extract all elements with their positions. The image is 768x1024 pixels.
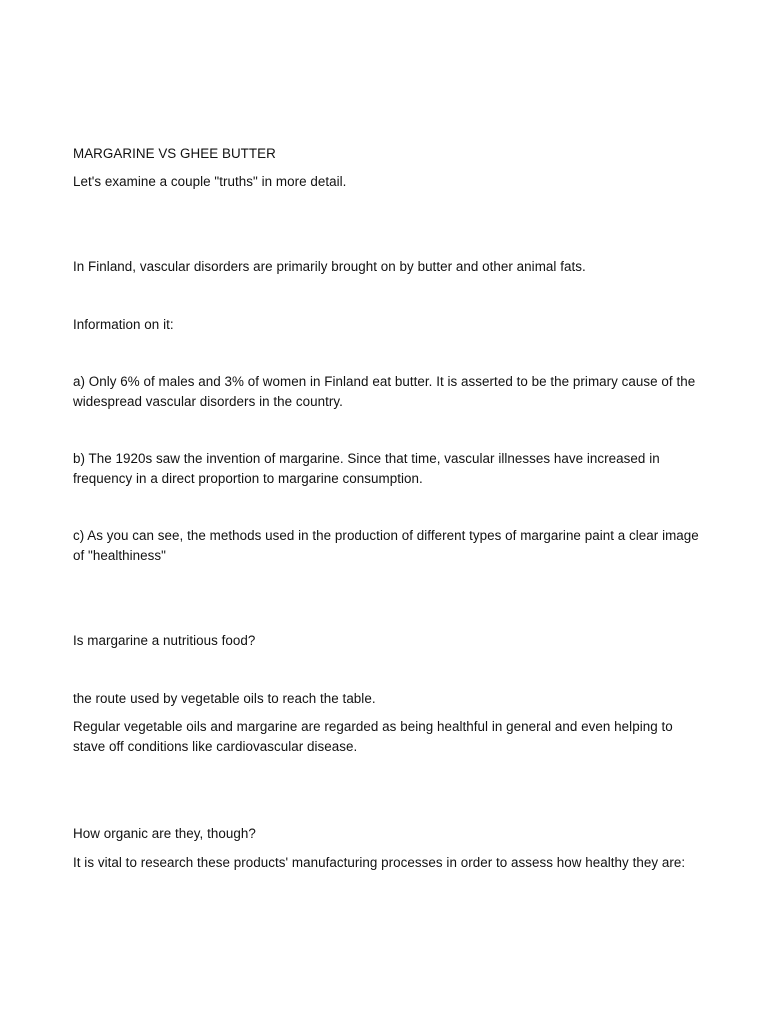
paragraph-information: Information on it: [73, 317, 174, 332]
paragraph-route: the route used by vegetable oils to reach the table. [73, 691, 376, 706]
paragraph-finland-claim: In Finland, vascular disorders are primarily brought on by butter and other animal fats. [73, 259, 586, 274]
document-title: MARGARINE VS GHEE BUTTER [73, 146, 276, 161]
paragraph-point-b: b) The 1920s saw the invention of margarine. Since that time, vascular illnesses have increased in frequency in a direct proportion to margarine consumption. [73, 451, 660, 486]
paragraph-point-a: a) Only 6% of males and 3% of women in Finland eat butter. It is asserted to be the primary cause of the widespread vascular disorders in the country. [73, 374, 696, 409]
paragraph-regular-oils: Regular vegetable oils and margarine are regarded as being healthful in general and even helping to stave off conditions like cardiovascular disease. [73, 719, 673, 754]
paragraph-research: It is vital to research these products' manufacturing processes in order to assess how healthy they are: [73, 855, 686, 870]
paragraph-question-organic: How organic are they, though? [73, 826, 256, 841]
paragraph-intro: Let's examine a couple "truths" in more detail. [73, 174, 347, 189]
paragraph-point-c: c) As you can see, the methods used in the production of different types of margarine paint a clear image of "healthiness" [73, 528, 699, 563]
paragraph-question-nutritious: Is margarine a nutritious food? [73, 633, 256, 648]
